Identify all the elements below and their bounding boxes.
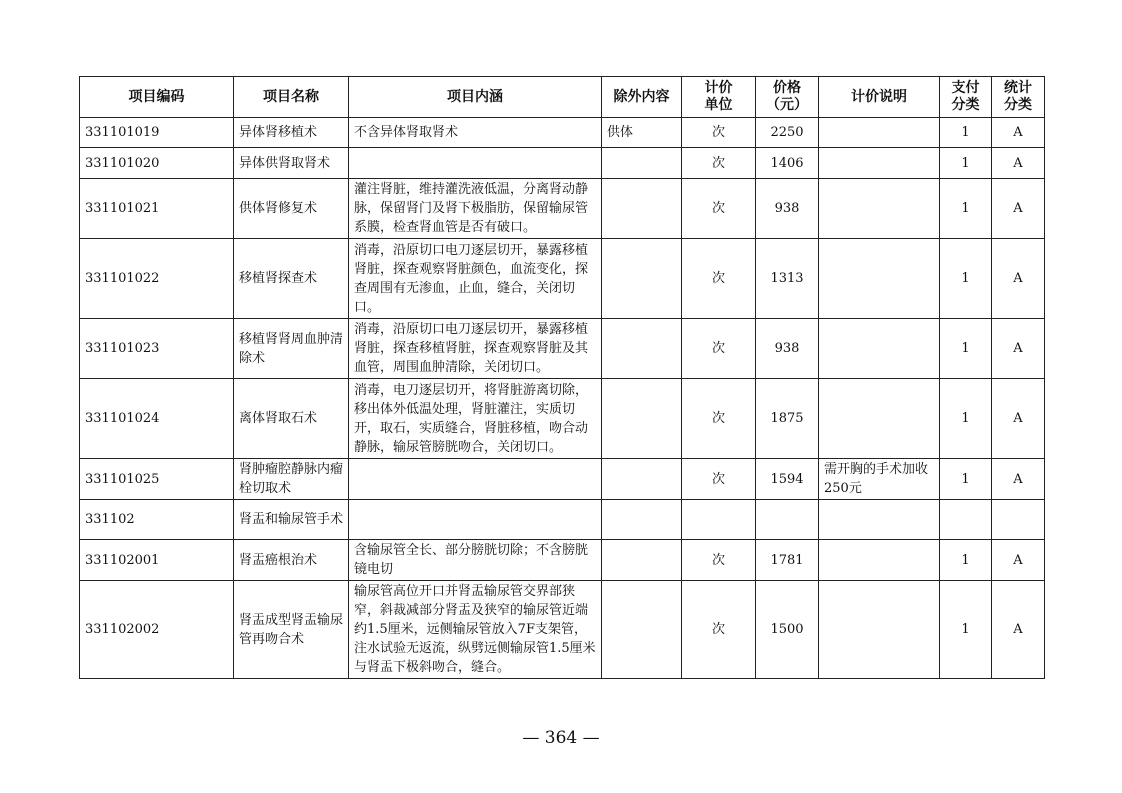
header-excluded: 除外内容 xyxy=(602,77,682,118)
header-unit-line2: 单位 xyxy=(704,97,733,113)
cell-code: 331102002 xyxy=(80,581,234,679)
cell-stat: A xyxy=(992,148,1045,179)
cell-note xyxy=(819,239,940,319)
table-row xyxy=(80,540,1045,581)
cell-price: 2250 xyxy=(756,118,819,148)
table-row xyxy=(80,459,1045,500)
cell-code: 331102001 xyxy=(80,540,234,581)
cell-name: 肾盂癌根治术 xyxy=(234,540,349,581)
cell-excluded: 供体 xyxy=(602,118,682,148)
cell-name: 异体肾移植术 xyxy=(234,118,349,148)
table-row xyxy=(80,500,1045,540)
header-name: 项目名称 xyxy=(234,77,349,118)
cell-price: 1875 xyxy=(756,379,819,459)
cell-pay: 1 xyxy=(940,379,992,459)
cell-content: 不含异体肾取肾术 xyxy=(349,118,602,148)
cell-pay: 1 xyxy=(940,319,992,379)
cell-pay: 1 xyxy=(940,239,992,319)
cell-note xyxy=(819,179,940,239)
header-unit-line1: 计价 xyxy=(704,80,733,96)
cell-unit: 次 xyxy=(682,118,756,148)
cell-stat: A xyxy=(992,379,1045,459)
cell-name: 肾肿瘤腔静脉内瘤栓切取术 xyxy=(234,459,349,500)
cell-unit xyxy=(682,500,756,540)
cell-unit: 次 xyxy=(682,148,756,179)
table-row xyxy=(80,581,1045,679)
cell-code: 331101020 xyxy=(80,148,234,179)
cell-name: 移植肾探查术 xyxy=(234,239,349,319)
page-number: — 364 — xyxy=(522,728,600,748)
header-price-line1: 价格 xyxy=(773,80,801,96)
cell-excluded xyxy=(602,459,682,500)
cell-code: 331101022 xyxy=(80,239,234,319)
table-row xyxy=(80,319,1045,379)
cell-excluded xyxy=(602,379,682,459)
cell-pay xyxy=(940,500,992,540)
cell-price: 938 xyxy=(756,319,819,379)
cell-note xyxy=(819,540,940,581)
table-row xyxy=(80,118,1045,148)
cell-stat: A xyxy=(992,179,1045,239)
cell-stat: A xyxy=(992,459,1045,500)
table-row xyxy=(80,148,1045,179)
cell-stat: A xyxy=(992,118,1045,148)
cell-stat xyxy=(992,500,1045,540)
cell-content: 灌注肾脏，维持灌洗液低温，分离肾动静脉，保留肾门及肾下极脂肪，保留输尿管系膜，检查肾血管是否有破口。 xyxy=(349,179,602,239)
header-note: 计价说明 xyxy=(819,77,940,118)
cell-content: 消毒，电刀逐层切开，将肾脏游离切除，移出体外低温处理，肾脏灌注，实质切开，取石，实质缝合，肾脏移植，吻合动静脉，输尿管膀胱吻合，关闭切口。 xyxy=(349,379,602,459)
cell-price: 938 xyxy=(756,179,819,239)
cell-pay: 1 xyxy=(940,581,992,679)
cell-unit: 次 xyxy=(682,239,756,319)
cell-unit: 次 xyxy=(682,581,756,679)
cell-unit: 次 xyxy=(682,379,756,459)
cell-note xyxy=(819,148,940,179)
cell-price: 1313 xyxy=(756,239,819,319)
cell-content xyxy=(349,148,602,179)
cell-stat: A xyxy=(992,239,1045,319)
cell-content: 消毒，沿原切口电刀逐层切开，暴露移植肾脏，探查观察肾脏颜色，血流变化，探查周围有无渗血，止血，缝合，关闭切口。 xyxy=(349,239,602,319)
cell-excluded xyxy=(602,500,682,540)
cell-pay: 1 xyxy=(940,179,992,239)
cell-code: 331101025 xyxy=(80,459,234,500)
cell-excluded xyxy=(602,239,682,319)
cell-excluded xyxy=(602,148,682,179)
table-row xyxy=(80,379,1045,459)
cell-pay: 1 xyxy=(940,148,992,179)
cell-price: 1406 xyxy=(756,148,819,179)
table-row xyxy=(80,179,1045,239)
cell-price: 1781 xyxy=(756,540,819,581)
fee-table xyxy=(79,76,1045,679)
cell-pay: 1 xyxy=(940,540,992,581)
cell-note xyxy=(819,319,940,379)
cell-stat: A xyxy=(992,581,1045,679)
cell-content: 输尿管高位开口并肾盂输尿管交界部狭窄，斜裁减部分肾盂及狭窄的输尿管近端约1.5厘米，远侧输尿管放入7F支架管，注水试验无返流，纵劈远侧输尿管1.5厘米与肾盂下极斜吻合，缝合。 xyxy=(349,581,602,679)
cell-code: 331101021 xyxy=(80,179,234,239)
header-row xyxy=(80,77,1045,118)
cell-name: 供体肾修复术 xyxy=(234,179,349,239)
cell-excluded xyxy=(602,540,682,581)
cell-code: 331102 xyxy=(80,500,234,540)
cell-excluded xyxy=(602,179,682,239)
header-pay-line2: 分类 xyxy=(951,97,980,113)
header-unit xyxy=(682,77,756,118)
cell-note xyxy=(819,581,940,679)
table-row xyxy=(80,239,1045,319)
header-price xyxy=(756,77,819,118)
cell-code: 331101024 xyxy=(80,379,234,459)
cell-unit: 次 xyxy=(682,179,756,239)
header-pay xyxy=(940,77,992,118)
cell-stat: A xyxy=(992,319,1045,379)
header-stat-line1: 统计 xyxy=(1004,80,1032,96)
cell-name: 离体肾取石术 xyxy=(234,379,349,459)
cell-stat: A xyxy=(992,540,1045,581)
cell-unit: 次 xyxy=(682,540,756,581)
cell-price: 1500 xyxy=(756,581,819,679)
header-pay-line1: 支付 xyxy=(951,80,980,96)
header-stat-line2: 分类 xyxy=(1004,97,1032,113)
cell-content: 消毒，沿原切口电刀逐层切开，暴露移植肾脏，探查移植肾脏，探查观察肾脏及其血管，周围血肿清除，关闭切口。 xyxy=(349,319,602,379)
header-code: 项目编码 xyxy=(80,77,234,118)
cell-price xyxy=(756,500,819,540)
cell-pay: 1 xyxy=(940,459,992,500)
cell-note xyxy=(819,118,940,148)
header-price-line2: （元） xyxy=(766,97,808,113)
cell-excluded xyxy=(602,319,682,379)
cell-price: 1594 xyxy=(756,459,819,500)
cell-note xyxy=(819,500,940,540)
cell-name: 肾盂成型肾盂输尿管再吻合术 xyxy=(234,581,349,679)
cell-content xyxy=(349,459,602,500)
cell-excluded xyxy=(602,581,682,679)
cell-unit: 次 xyxy=(682,319,756,379)
cell-pay: 1 xyxy=(940,118,992,148)
cell-note xyxy=(819,379,940,459)
cell-note: 需开胸的手术加收250元 xyxy=(819,459,940,500)
header-content: 项目内涵 xyxy=(349,77,602,118)
header-stat xyxy=(992,77,1045,118)
cell-name: 异体供肾取肾术 xyxy=(234,148,349,179)
cell-code: 331101023 xyxy=(80,319,234,379)
cell-unit: 次 xyxy=(682,459,756,500)
cell-name: 移植肾肾周血肿清除术 xyxy=(234,319,349,379)
cell-name: 肾盂和输尿管手术 xyxy=(234,500,349,540)
cell-content xyxy=(349,500,602,540)
cell-content: 含输尿管全长、部分膀胱切除；不含膀胱镜电切 xyxy=(349,540,602,581)
cell-code: 331101019 xyxy=(80,118,234,148)
